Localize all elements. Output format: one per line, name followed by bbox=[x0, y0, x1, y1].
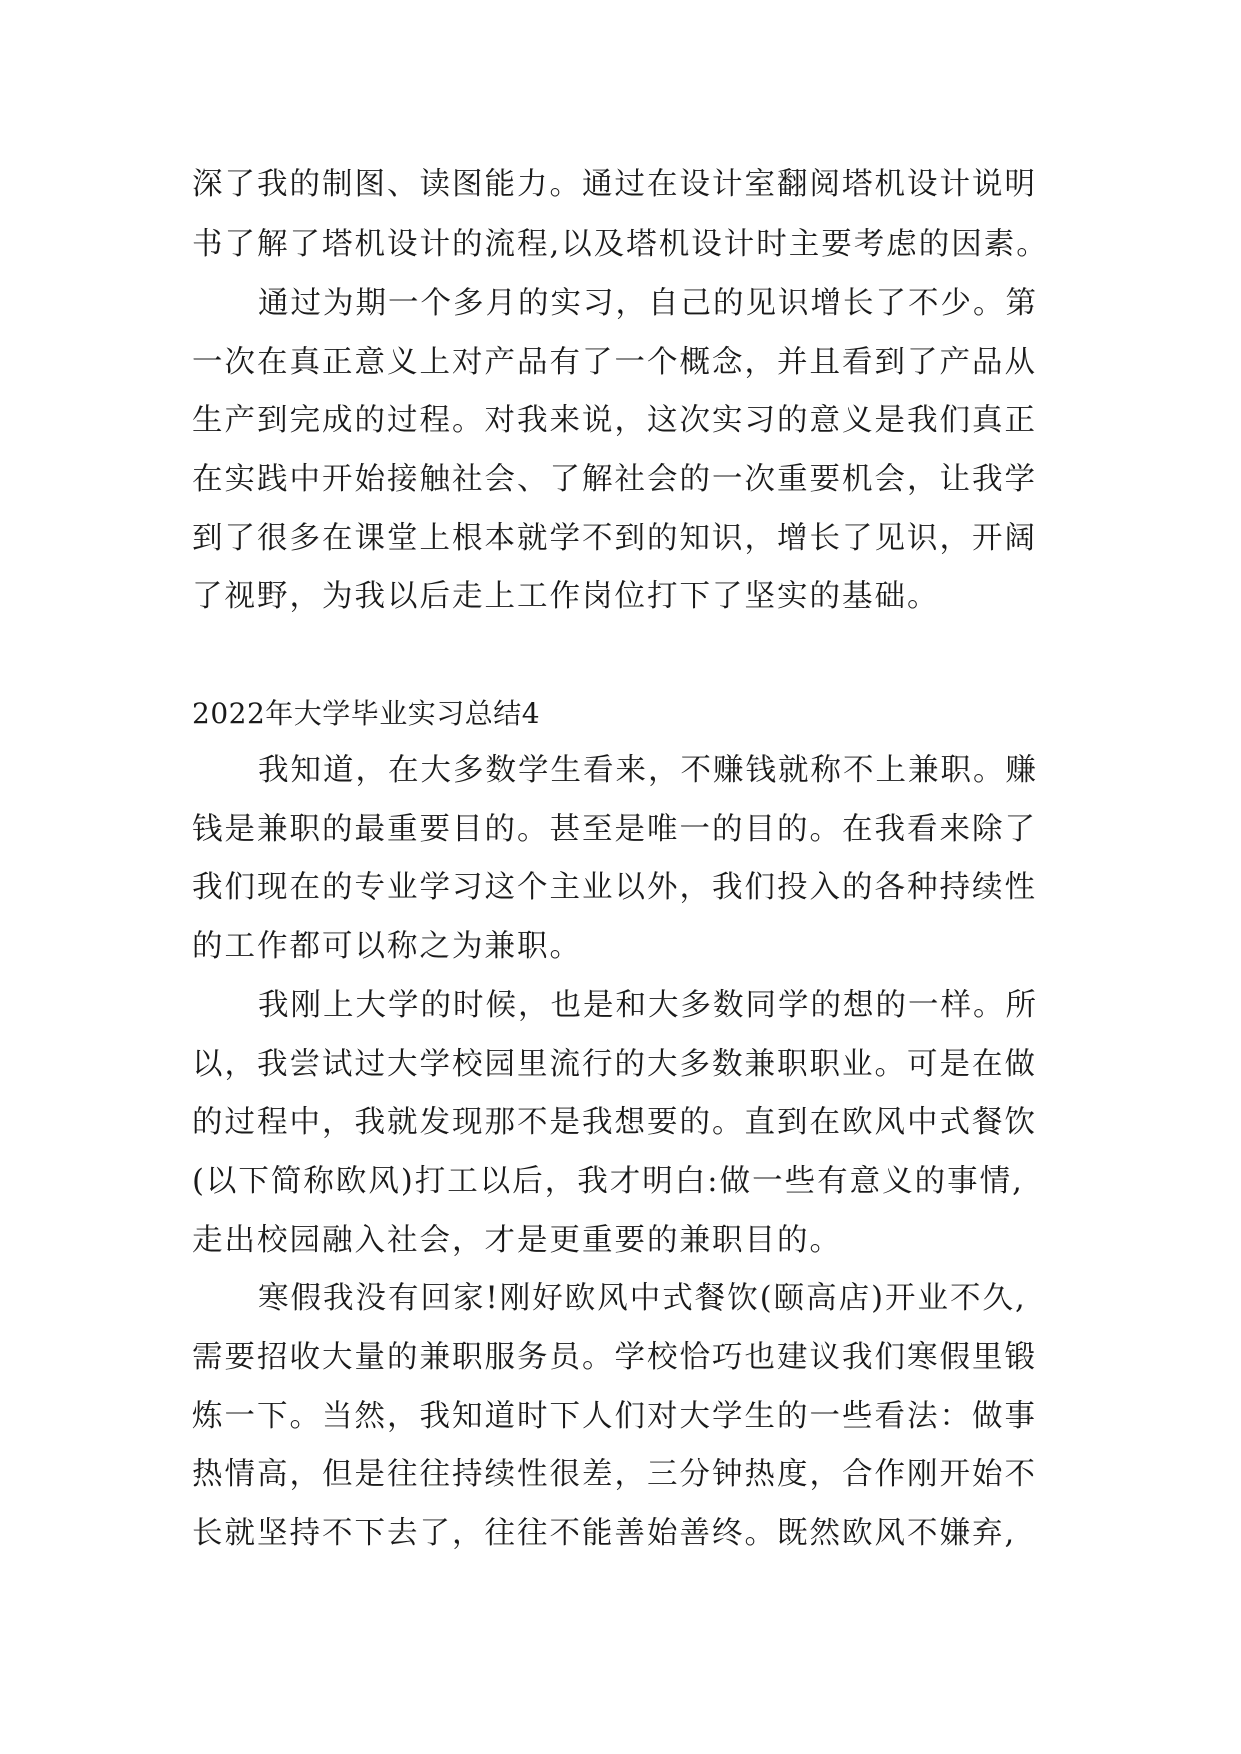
text-line: 的过程中，我就发现那不是我想要的。直到在欧风中式餐饮 bbox=[192, 1105, 1037, 1140]
text-line: 热情高，但是往往持续性很差，三分钟热度，合作刚开始不 bbox=[192, 1457, 1037, 1492]
text-line: 走出校园融入社会，才是更重要的兼职目的。 bbox=[192, 1223, 842, 1258]
text-line: 我刚上大学的时候，也是和大多数同学的想的一样。所 bbox=[258, 988, 1038, 1023]
text-line: 我们现在的专业学习这个主业以外，我们投入的各种持续性 bbox=[192, 870, 1037, 905]
text-line: 需要招收大量的兼职服务员。学校恰巧也建议我们寒假里锻 bbox=[192, 1340, 1037, 1375]
text-line: 了视野，为我以后走上工作岗位打下了坚实的基础。 bbox=[192, 579, 940, 614]
text-line: 一次在真正意义上对产品有了一个概念，并且看到了产品从 bbox=[192, 345, 1037, 380]
text-line: 炼一下。当然，我知道时下人们对大学生的一些看法：做事 bbox=[192, 1399, 1037, 1434]
text-line: 到了很多在课堂上根本就学不到的知识，增长了见识，开阔 bbox=[192, 521, 1037, 556]
text-line: 我知道，在大多数学生看来，不赚钱就称不上兼职。赚 bbox=[258, 753, 1038, 788]
section-heading: 2022年大学毕业实习总结4 bbox=[192, 697, 541, 730]
text-line: 在实践中开始接触社会、了解社会的一次重要机会，让我学 bbox=[192, 462, 1037, 497]
text-line: 钱是兼职的最重要目的。甚至是唯一的目的。在我看来除了 bbox=[192, 812, 1037, 847]
text-line: 书了解了塔机设计的流程,以及塔机设计时主要考虑的因素。 bbox=[192, 227, 1049, 262]
text-line: 长就坚持不下去了，往往不能善始善终。既然欧风不嫌弃, bbox=[192, 1516, 1017, 1551]
text-line: 以，我尝试过大学校园里流行的大多数兼职职业。可是在做 bbox=[192, 1047, 1037, 1082]
text-line: 深了我的制图、读图能力。通过在设计室翻阅塔机设计说明 bbox=[192, 167, 1037, 202]
text-line: (以下简称欧风)打工以后，我才明白:做一些有意义的事情, bbox=[192, 1164, 1024, 1199]
text-line: 的工作都可以称之为兼职。 bbox=[192, 929, 582, 964]
text-line: 寒假我没有回家!刚好欧风中式餐饮(颐高店)开业不久, bbox=[258, 1281, 1027, 1316]
text-line: 生产到完成的过程。对我来说，这次实习的意义是我们真正 bbox=[192, 403, 1037, 438]
text-line: 通过为期一个多月的实习，自己的见识增长了不少。第 bbox=[258, 286, 1038, 321]
